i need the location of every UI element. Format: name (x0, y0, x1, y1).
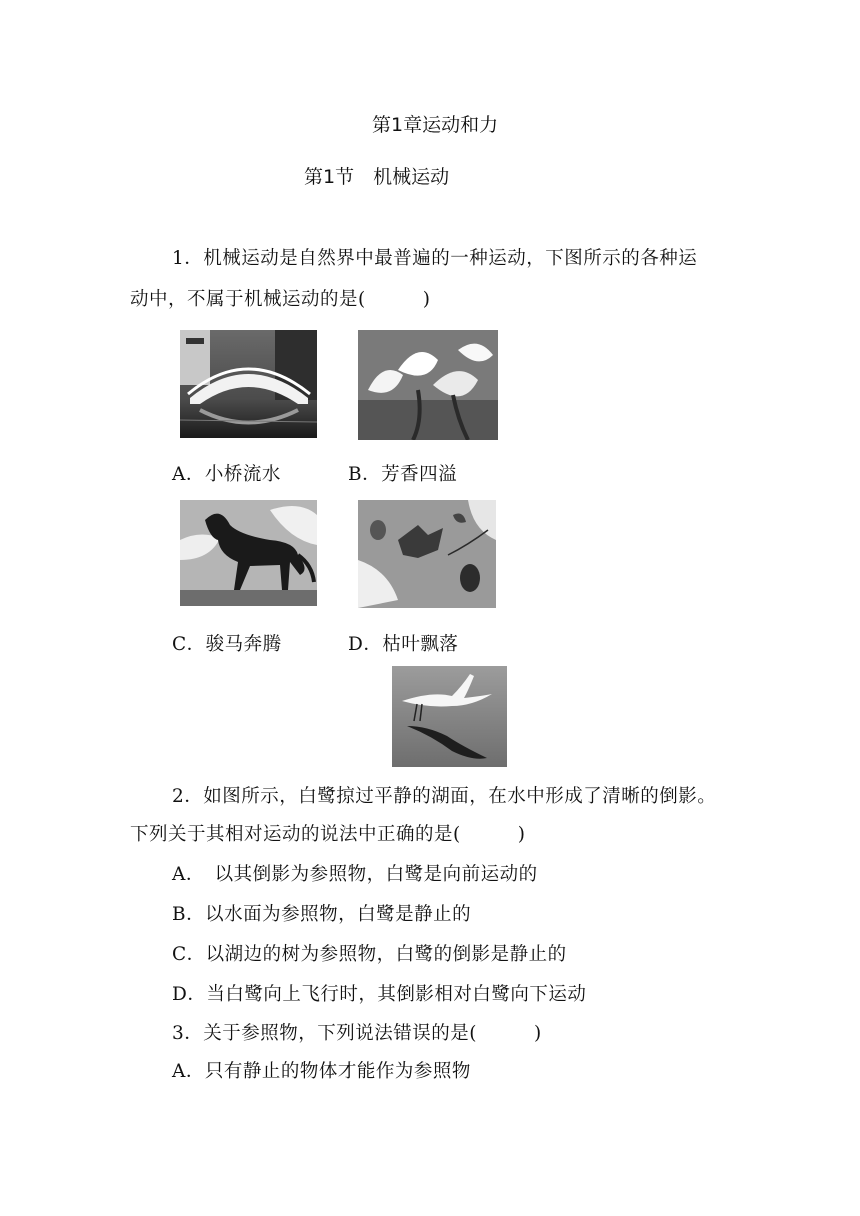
q1-stem-line1: 1．机械运动是自然界中最普遍的一种运动，下图所示的各种运 (172, 248, 698, 269)
bridge-water-photo (180, 330, 317, 438)
q1-stem-line2: 动中，不属于机械运动的是( ) (130, 289, 431, 310)
q1-option-d: D．枯叶飘落 (348, 634, 459, 655)
falling-leaves-photo (358, 500, 496, 608)
chapter-title: 第1章运动和力 (372, 114, 499, 136)
q2-option-d: D．当白鹭向上飞行时，其倒影相对白鹭向下运动 (172, 984, 587, 1005)
q2-stem-line1: 2．如图所示，白鹭掠过平静的湖面，在水中形成了清晰的倒影。 (172, 786, 717, 807)
q1-option-c: C．骏马奔腾 (172, 634, 282, 655)
egret-reflection-photo (392, 666, 507, 767)
q2-option-a: A． 以其倒影为参照物，白鹭是向前运动的 (172, 864, 538, 885)
q2-option-b: B．以水面为参照物，白鹭是静止的 (172, 904, 472, 925)
q2-stem-line2: 下列关于其相对运动的说法中正确的是( ) (130, 824, 526, 845)
q3-stem: 3．关于参照物，下列说法错误的是( ) (172, 1023, 542, 1044)
q2-option-c: C．以湖边的树为参照物，白鹭的倒影是静止的 (172, 944, 567, 965)
running-horse-photo (180, 500, 317, 606)
q3-option-a: A．只有静止的物体才能作为参照物 (172, 1061, 471, 1082)
section-title: 第1节 机械运动 (304, 166, 450, 188)
q1-option-b: B．芳香四溢 (348, 464, 458, 485)
flower-photo (358, 330, 498, 440)
q1-option-a: A．小桥流水 (172, 464, 281, 485)
